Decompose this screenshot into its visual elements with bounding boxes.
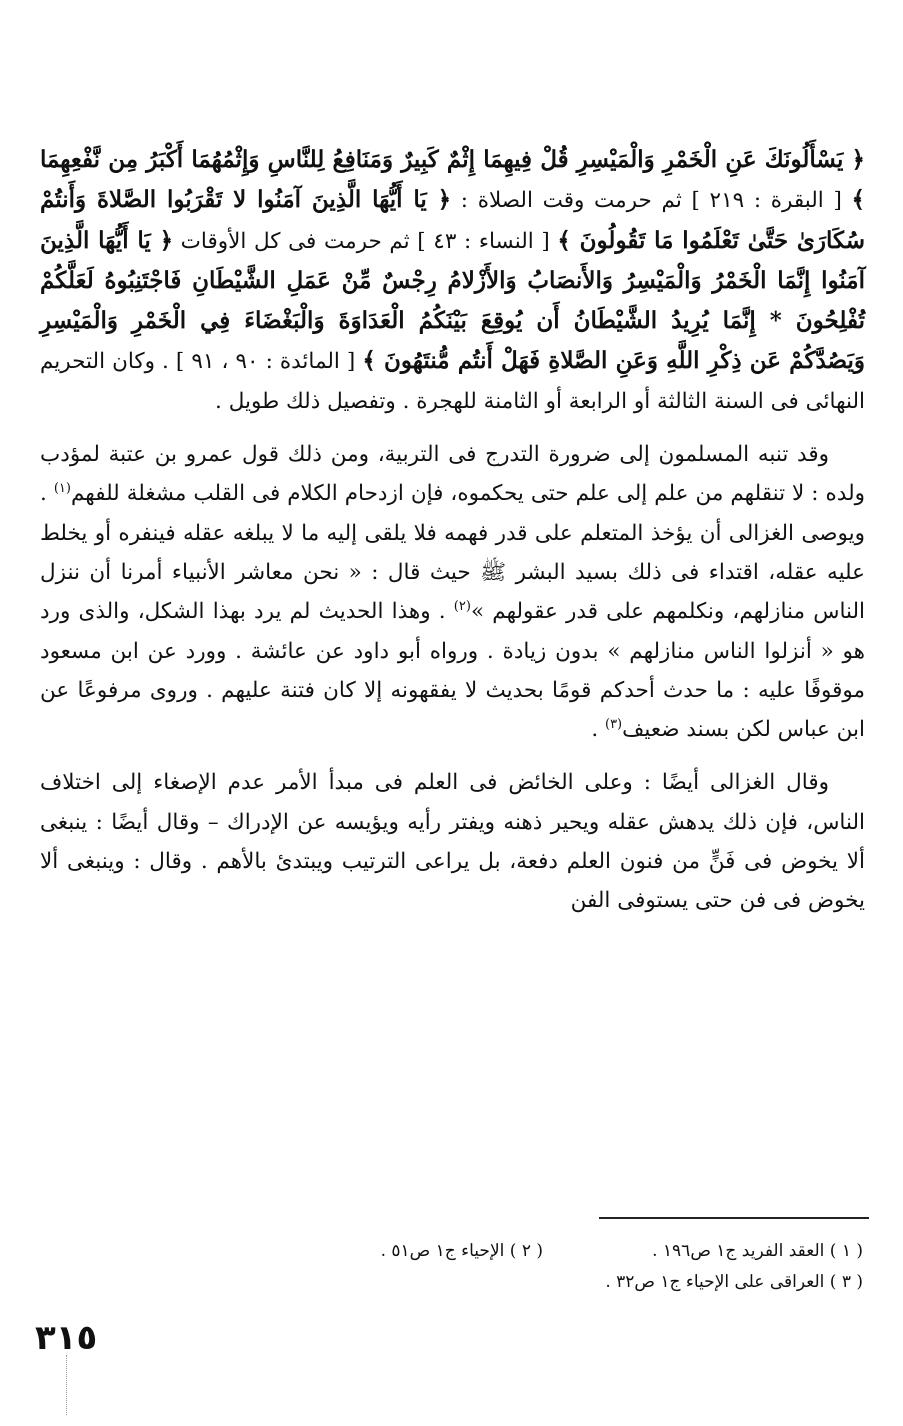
paragraph-ghazali: [40, 763, 865, 920]
footnote-2: ( ٢ ) الإحياء ج١ ص٥١ .: [380, 1241, 543, 1261]
paragraph-text: .: [591, 717, 605, 743]
footnote-row: [60, 1236, 863, 1267]
verse-reference: [ البقرة : ٢١٩ ] ثم حرمت وقت الصلاة :: [451, 188, 852, 214]
paragraph-text: وقال الغزالى أيضًا : وعلى الخائض فى العلم فى مبدأ الأمر عدم الإصغاء إلى اختلاف الناس، فإن ذلك يدهش عقله ويحير ذهنه ويفتر رأيه ويؤيسه عن الإدراك – وقال أيضًا : ينبغى ألا يخوض فى فَنٍّ من فنون العلم دفعة، بل يراعى الترتيب ويبتدئ بالأهم . وقال : وينبغى ألا يخوض فى فن حتى يستوفى الفن: [40, 770, 865, 914]
footnotes: [60, 1236, 863, 1298]
footnote-3: ( ٣ ) العراقى على الإحياء ج١ ص٣٢ .: [605, 1272, 863, 1292]
verse-reference: [ النساء : ٤٣ ] ثم حرمت فى كل الأوقات: [173, 228, 558, 254]
scan-artifact: [66, 1355, 67, 1415]
main-text: [40, 140, 865, 921]
paragraph-text: وقد تنبه المسلمون إلى ضرورة التدرج فى التربية، ومن ذلك قول عمرو بن عتبة لمؤدب ولده : لا تنقلهم من علم إلى علم حتى يحكموه، فإن ازدحام الكلام فى القلب مشغلة للفهم: [40, 442, 865, 507]
footnote-separator: [599, 1217, 869, 1219]
quran-verse: ﴿ يَا أَيُّهَا الَّذِينَ آمَنُوا لا تَقْرَبُوا الصَّلاةَ وَأَنتُمْ سُكَارَىٰ حَتَّىٰ تَعْلَمُوا مَا تَقُولُونَ ﴾: [40, 186, 865, 254]
footnote-ref: (٣): [604, 717, 623, 732]
footnote-row: [60, 1267, 863, 1298]
paragraph-quran-verses: [40, 140, 865, 421]
footnote-ref: (١): [53, 481, 71, 497]
paragraph-text: . ويوصى الغزالى أن يؤخذ المتعلم على قدر فهمه فلا يلقى إليه ما لا يبلغه عقله فينفره أو يخلط عليه عقله، اقتداء فى ذلك بسيد البشر ﷺ حيث قال : « نحن معاشر الأنبياء أمرنا أن ننزل الناس منازلهم، ونكلمهم على قدر عقولهم »: [40, 481, 866, 625]
quran-verse: ﴿ يَا أَيُّهَا الَّذِينَ آمَنُوا إِنَّمَا الْخَمْرُ وَالْمَيْسِرُ وَالأَنصَابُ وَالأَزْلامُ رِجْسٌ مِّنْ عَمَلِ الشَّيْطَانِ فَاجْتَنِبُوهُ لَعَلَّكُمْ تُفْلِحُونَ * إِنَّمَا يُرِيدُ الشَّيْطَانُ أَن يُوقِعَ بَيْنَكُمُ الْعَدَاوَةَ وَالْبَغْضَاءَ فِي الْخَمْرِ وَالْمَيْسِرِ وَيَصُدَّكُمْ عَن ذِكْرِ اللَّهِ وَعَنِ الصَّلاةِ فَهَلْ أَنتُم مُّنتَهُونَ ﴾: [40, 226, 865, 375]
footnote-1: ( ١ ) العقد الفريد ج١ ص١٩٦ .: [652, 1241, 863, 1261]
paragraph-gradual-teaching: [40, 435, 865, 749]
quran-verse: ﴿ يَسْأَلُونَكَ عَنِ الْخَمْرِ وَالْمَيْسِرِ قُلْ فِيهِمَا إِثْمٌ كَبِيرٌ وَمَنَافِعُ لِلنَّاسِ وَإِثْمُهُمَا أَكْبَرُ مِن نَّفْعِهِمَا ﴾: [40, 146, 865, 214]
footnote-ref: (٢): [453, 599, 471, 615]
paragraph-text: . وهذا الحديث لم يرد بهذا الشكل، والذى ورد هو « أنزلوا الناس منازلهم » بدون زيادة . ورواه أبو داود عن عائشة . وورد عن ابن مسعود موقوفًا عليه : ما حدث أحدكم قومًا بحديث لا يفقهونه إلا كان فتنة عليهم . وروى مرفوعًا عن ابن عباس لكن بسند ضعيف: [40, 599, 865, 743]
verse-reference: [ المائدة : ٩٠ ، ٩١ ] . وكان التحريم النهائى فى السنة الثالثة أو الرابعة أو الثامنة للهجرة . وتفصيل ذلك طويل .: [40, 349, 865, 414]
page-number: ٣١٥: [35, 1318, 98, 1358]
